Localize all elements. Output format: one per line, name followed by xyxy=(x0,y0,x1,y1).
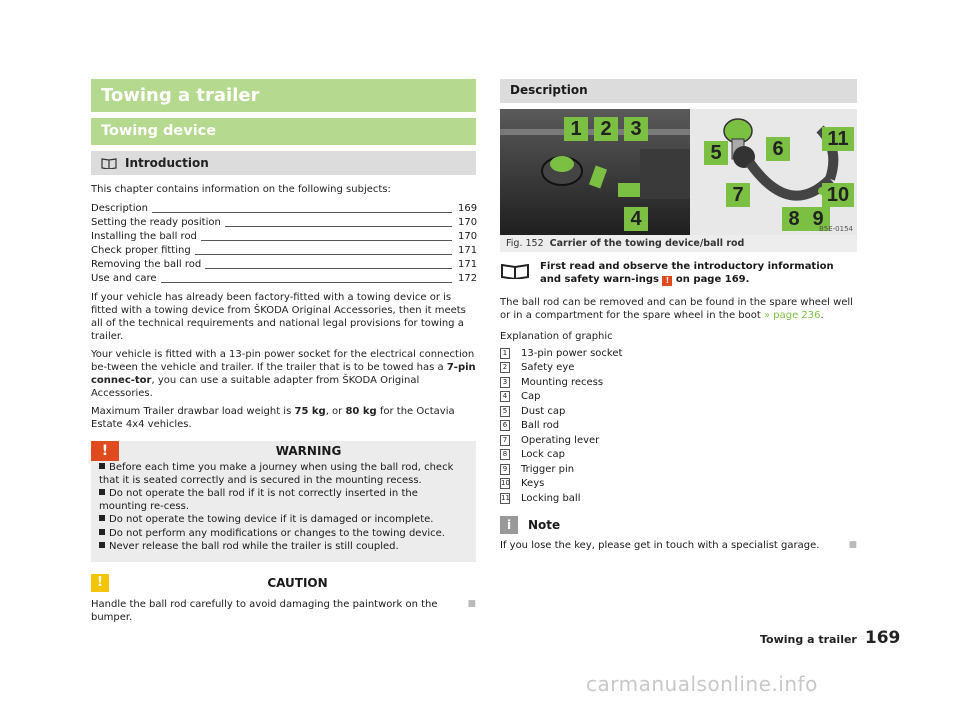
legend-item: 2 Safety eye xyxy=(500,361,857,376)
toc-row[interactable] xyxy=(91,272,476,286)
warning-box xyxy=(91,441,476,562)
toc-list xyxy=(91,202,476,286)
end-mark-icon: ■ xyxy=(848,539,857,550)
figure-callout: 10 xyxy=(822,183,854,207)
legend-item: 3 Mounting recess xyxy=(500,375,857,390)
ball-rod-location-text: The ball rod can be removed and can be found in the spare wheel well or in a compartment for the spare wheel in the boot » page 236. xyxy=(500,297,853,321)
toc-label: Use and care xyxy=(91,273,157,284)
warning-item: Do not operate the towing device if it is damaged or incomplete. xyxy=(99,514,468,527)
warning-label: WARNING xyxy=(275,444,342,458)
toc-row[interactable] xyxy=(91,230,476,244)
toc-label: Check proper fitting xyxy=(91,245,191,256)
note-heading xyxy=(500,516,857,534)
toc-label: Installing the ball rod xyxy=(91,231,197,242)
figure-callout: 6 xyxy=(766,137,790,161)
toc-label: Setting the ready position xyxy=(91,217,221,228)
legend-item: 4 Cap xyxy=(500,390,857,405)
figure-callout: 7 xyxy=(726,183,750,207)
section-title: Towing device xyxy=(91,118,476,145)
figure-callout: 3 xyxy=(624,117,648,141)
toc-row[interactable] xyxy=(91,216,476,230)
page-footer xyxy=(760,628,900,648)
intro-heading xyxy=(91,151,476,175)
note-text: If you lose the key, please get in touch with a specialist garage. ■ xyxy=(500,539,857,551)
legend-item: 7 Operating lever xyxy=(500,433,857,448)
figure-number: Fig. 152 xyxy=(506,238,544,249)
description-heading: Description xyxy=(500,79,857,103)
chapter-title: Towing a trailer xyxy=(91,79,476,112)
figure-callout: 4 xyxy=(624,207,648,231)
paragraph-drawbar-load: Maximum Trailer drawbar load weight is 75 kg, or 80 kg for the Octavia Estate 4x4 vehicles. xyxy=(91,406,455,430)
warning-item: Do not operate the ball rod if it is not correctly inserted in the mounting re-cess. xyxy=(99,488,418,512)
figure-callout: 11 xyxy=(822,127,854,151)
toc-row[interactable] xyxy=(91,258,476,272)
towing-device-figure xyxy=(500,109,857,235)
left-column xyxy=(91,79,476,624)
figure-code: B5E-0154 xyxy=(818,225,853,233)
book-icon xyxy=(101,157,117,169)
figure-callout: 5 xyxy=(704,141,728,165)
toc-label: Description xyxy=(91,203,148,214)
toc-label: Removing the ball rod xyxy=(91,259,202,270)
figure-title: Carrier of the towing device/ball rod xyxy=(549,238,745,249)
right-column xyxy=(500,79,857,551)
legend-title: Explanation of graphic xyxy=(500,331,613,342)
paragraph-factory-fitted: If your vehicle has already been factory-fitted with a towing device or is fitted with a towing device from ŠKODA Original Accessories, then it meets all of the technical requirements and national legal provisions for towing a trailer. xyxy=(91,292,466,342)
page-link[interactable]: » page 236 xyxy=(763,310,821,321)
warning-icon: ! xyxy=(662,276,672,286)
warning-icon: ! xyxy=(91,441,119,461)
note-label: Note xyxy=(528,517,561,532)
caution-heading xyxy=(91,574,476,592)
graphic-legend xyxy=(500,346,857,506)
figure-callout: 9 xyxy=(806,207,830,231)
legend-item: 8 Lock cap xyxy=(500,448,857,463)
toc-page: 170 xyxy=(458,231,478,242)
caution-label: CAUTION xyxy=(267,575,328,590)
paragraph-power-socket: Your vehicle is fitted with a 13-pin power socket for the electrical connection be-tween the vehicle and trailer. If the trailer that is to be towed has a 7-pin connec-tor, you can use a suitable adapter from ŠKODA Original Accessories. xyxy=(91,349,476,399)
legend-item: 5 Dust cap xyxy=(500,404,857,419)
toc-row[interactable] xyxy=(91,244,476,258)
legend-item: 10 Keys xyxy=(501,478,545,490)
legend-item: 1 13-pin power socket xyxy=(500,346,857,361)
figure-callout: 1 xyxy=(564,117,588,141)
intro-text: This chapter contains information on the following subjects: xyxy=(91,184,391,195)
info-icon: i xyxy=(500,516,518,534)
toc-page: 172 xyxy=(458,273,478,284)
toc-row[interactable] xyxy=(91,202,476,216)
legend-item: 11 Locking ball xyxy=(501,492,581,504)
figure-callout: 2 xyxy=(594,117,618,141)
warning-item: Before each time you make a journey when using the ball rod, check that it is seated correctly and is secured in the mounting recess. xyxy=(99,462,454,486)
figure-caption xyxy=(500,235,857,252)
legend-item: 6 Ball rod xyxy=(500,419,857,434)
watermark: carmanualsonline.info xyxy=(586,672,818,696)
footer-title: Towing a trailer xyxy=(760,633,857,646)
figure-callout: 8 xyxy=(782,207,806,231)
toc-page: 171 xyxy=(458,259,478,270)
caution-icon: ! xyxy=(91,574,109,592)
warning-item: Never release the ball rod while the trailer is still coupled. xyxy=(99,541,468,554)
caution-text: Handle the ball rod carefully to avoid damaging the paintwork on the bumper. ■ xyxy=(91,598,476,623)
read-first-notice: First read and observe the introductory information and safety warn-ings ! on page 169. xyxy=(500,261,857,286)
page-number: 169 xyxy=(864,628,901,648)
open-book-icon xyxy=(500,261,530,279)
intro-heading-label: Introduction xyxy=(125,156,209,170)
toc-page: 169 xyxy=(458,203,478,214)
end-mark-icon: ■ xyxy=(467,598,476,609)
warning-item: Do not perform any modifications or changes to the towing device. xyxy=(99,528,468,541)
toc-page: 170 xyxy=(458,217,478,228)
legend-item: 9 Trigger pin xyxy=(500,462,857,477)
toc-page: 171 xyxy=(458,245,478,256)
